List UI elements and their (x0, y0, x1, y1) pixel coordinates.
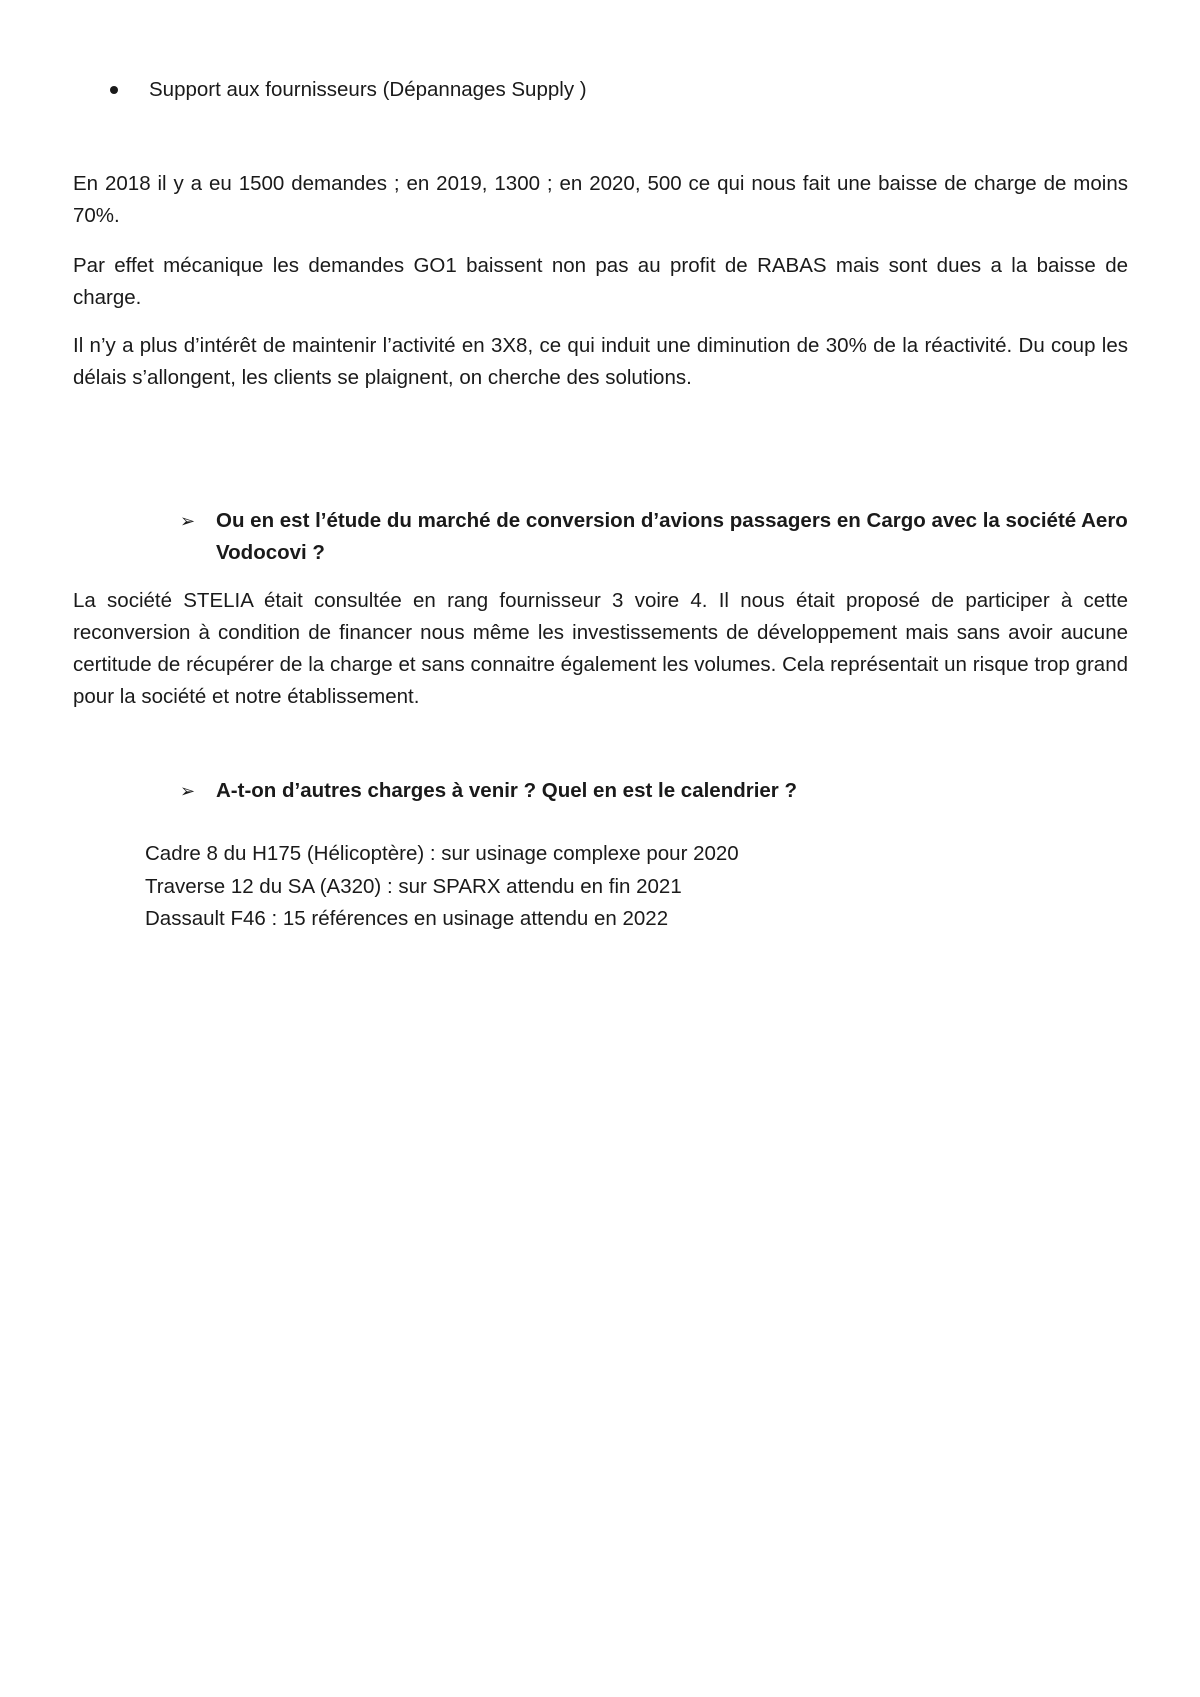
paragraph-demand-figures: En 2018 il y a eu 1500 demandes ; en 2019, 1300 ; en 2020, 500 ce qui nous fait une baisse de charge de moins 70%. (73, 172, 1128, 227)
arrow-bullet-icon: ➢ (180, 511, 196, 531)
paragraph-stelia-consultation: La société STELIA était consultée en rang fournisseur 3 voire 4. Il nous était proposé de participer à cette reconversion à condition de financer nous même les investissements de développement mais sans avoir aucune certitude de récupérer de la charge et sans connaitre également les volumes. Cela représentait un risque trop grand pour la société et notre établissement. (73, 589, 1128, 708)
question-cargo-conversion-text: Ou en est l’étude du marché de conversion d’avions passagers en Cargo avec la société Aero Vodocovi ? (216, 509, 1128, 564)
upcoming-charges-list (145, 838, 739, 936)
bullet-item (108, 74, 587, 106)
paragraph-go1-demands: Par effet mécanique les demandes GO1 baissent non pas au profit de RABAS mais sont dues a la baisse de charge. (73, 254, 1128, 309)
question-upcoming-charges-text: A-t-on d’autres charges à venir ? Quel en est le calendrier ? (216, 779, 798, 802)
paragraph-3x8-activity: Il n’y a plus d’intérêt de maintenir l’activité en 3X8, ce qui induit une diminution de 30% de la réactivité. Du coup les délais s’allongent, les clients se plaignent, on cherche des solutions. (73, 334, 1128, 389)
arrow-bullet-icon: ➢ (180, 781, 196, 801)
bullet-dot-icon (110, 86, 118, 94)
list-item: Dassault F46 : 15 références en usinage attendu en 2022 (145, 907, 669, 930)
bullet-item-text: Support aux fournisseurs (Dépannages Supply ) (149, 78, 587, 101)
question-upcoming-charges (180, 775, 1130, 807)
list-item: Traverse 12 du SA (A320) : sur SPARX attendu en fin 2021 (145, 874, 682, 898)
list-item: Cadre 8 du H175 (Hélicoptère) : sur usinage complexe pour 2020 (145, 842, 739, 865)
question-cargo-conversion (180, 505, 1130, 569)
